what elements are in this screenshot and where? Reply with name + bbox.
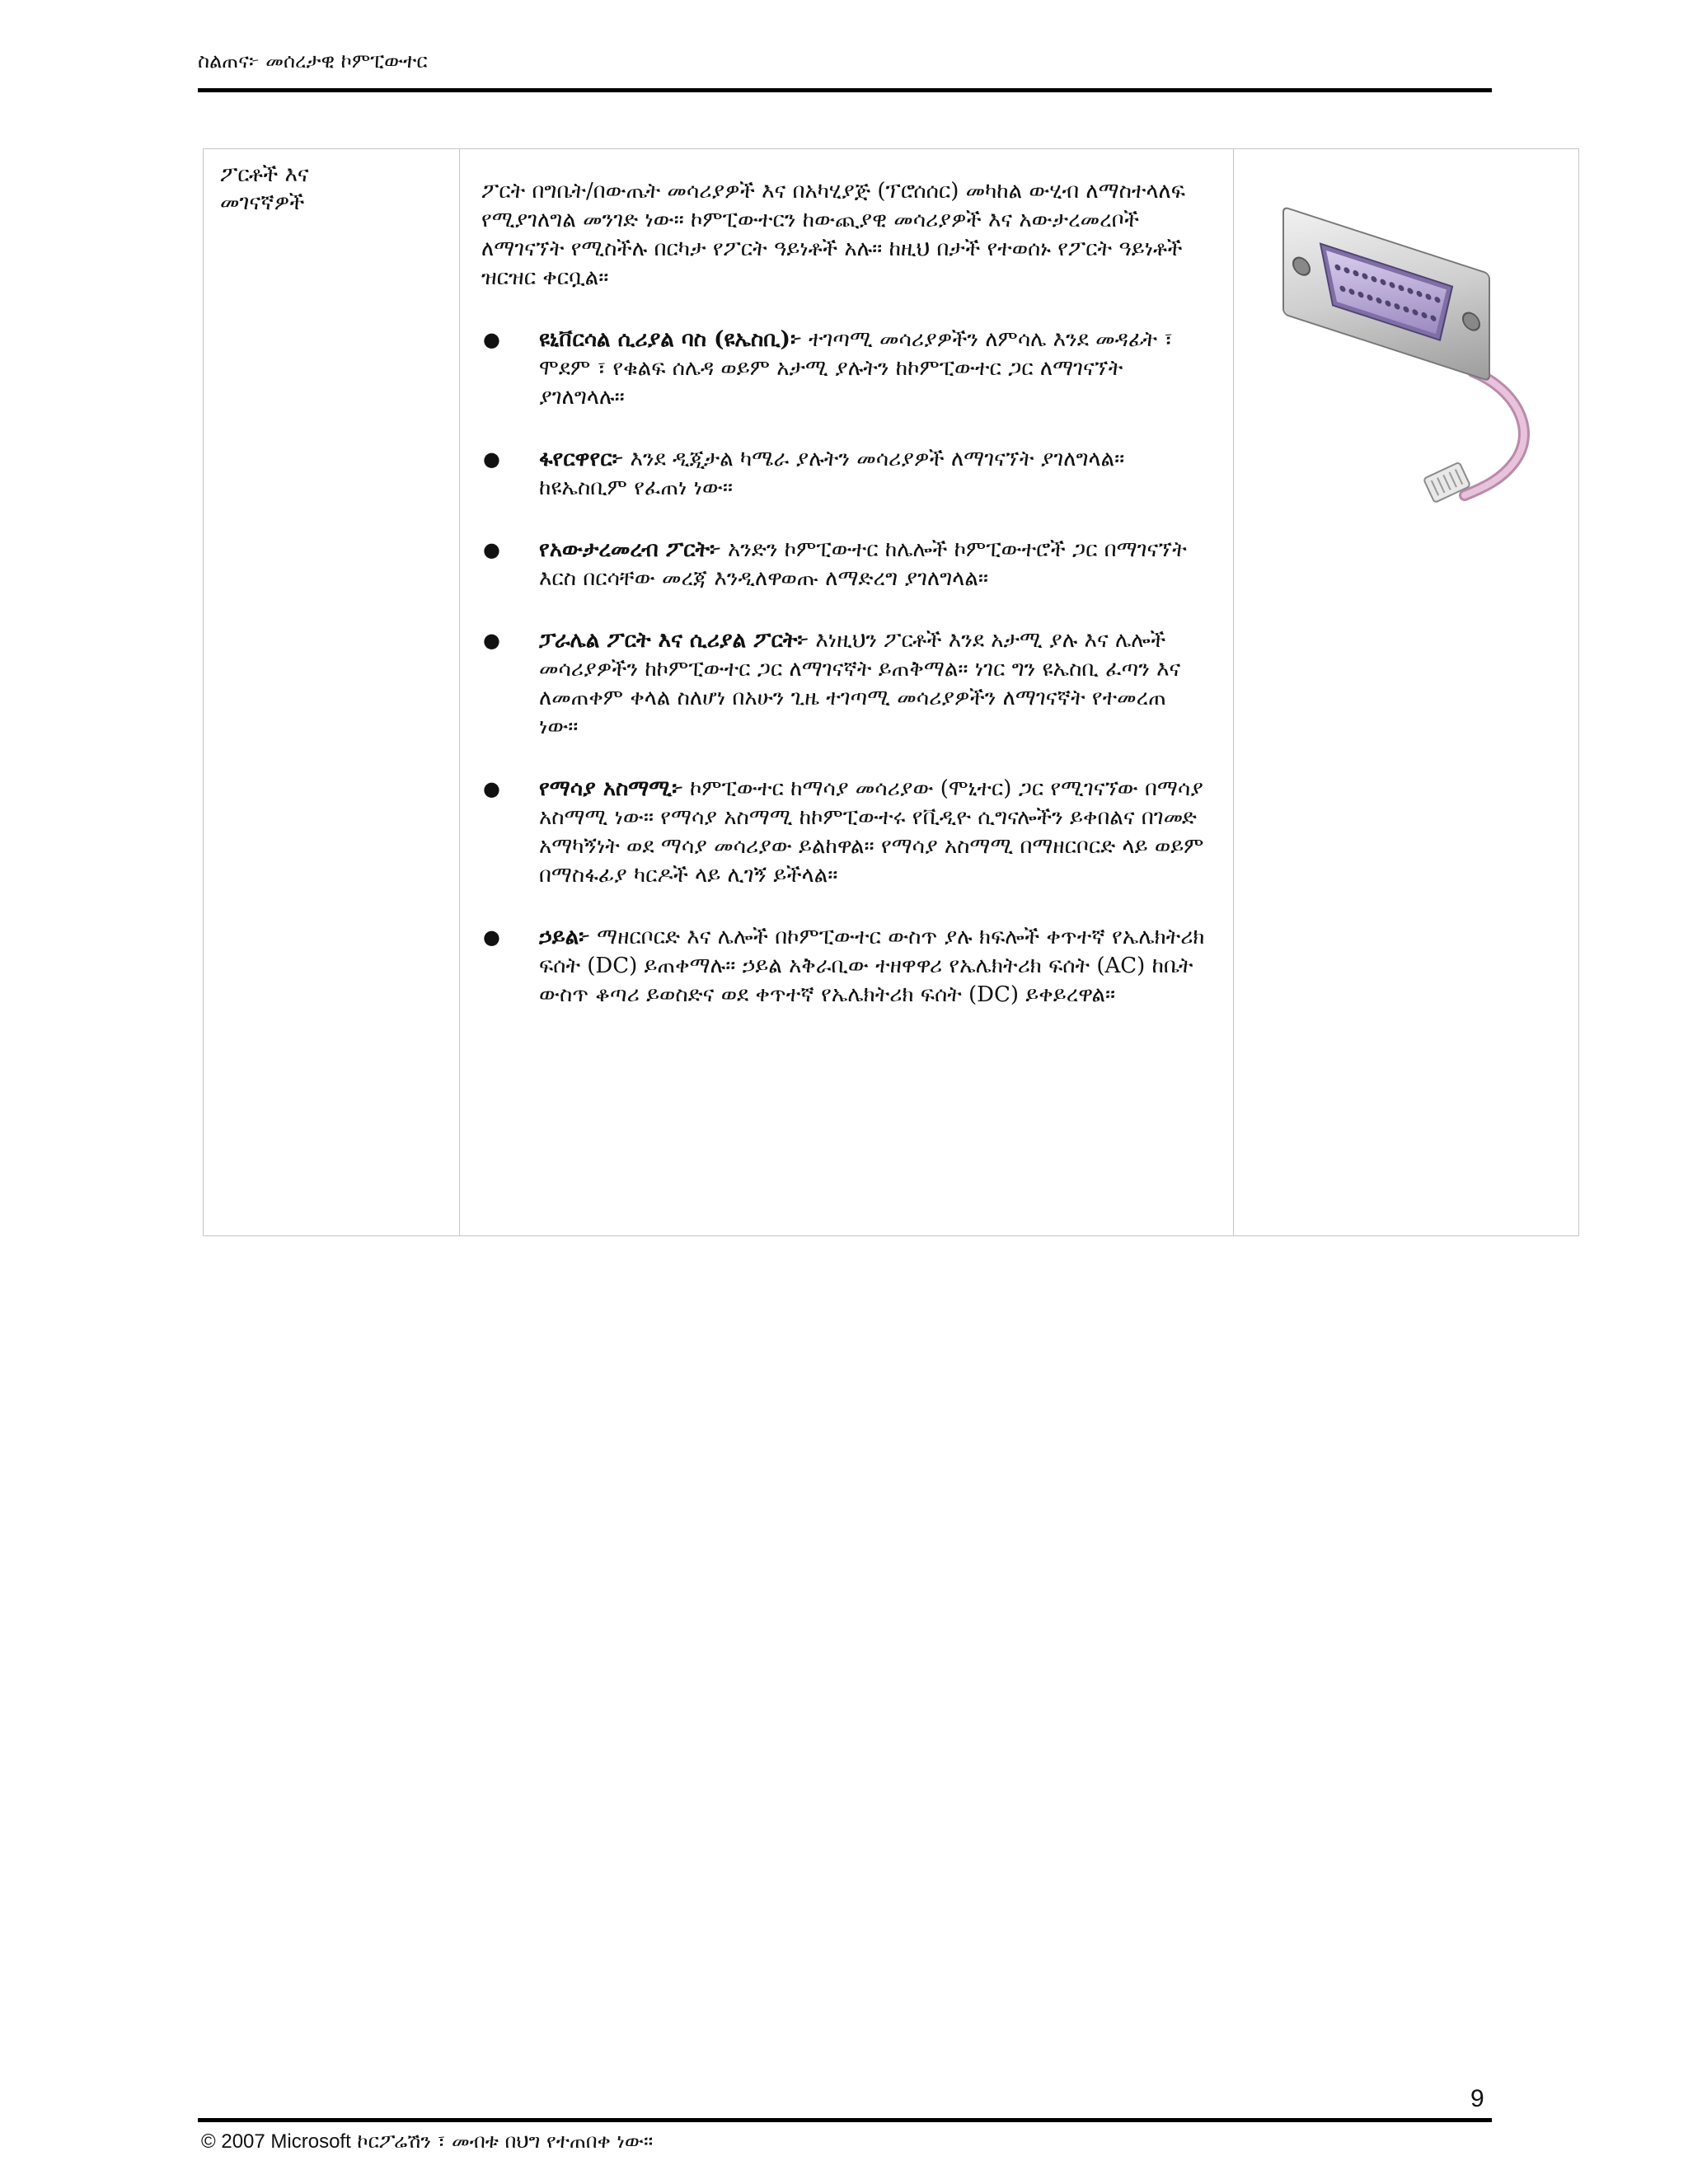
- intro-paragraph: ፖርት በግቤት/በውጤት መሳሪያዎች እና በአካሂያጅ (ፕሮሰሰር) መካከል ውሂብ ለማስተላለፍ የሚያገለግል መንገድ ነው። ኮምፒውተርን ከውጪያዊ መሳሪያዎች እና አውታረመረቦች ለማገናኘት የሚስችሉ በርካታ የፖርት ዓይነቶች አሉ። ከዚህ በታች የተወሰኑ የፖርት ዓይነቶች ዝርዝር ቀርቧል።: [481, 179, 1185, 290]
- list-item: [483, 775, 1212, 890]
- item-description: እነዚህን ፖርቶች እንደ አታሚ ያሉ እና ሌሎች መሳሪያዎችን ከኮምፒውተር ጋር ለማገናኛት ይጠቅማል። ነገር ግን ዩኤስቢ ፈጣን እና ለመጠቀም ቀላል ስለሆነ በአሁን ጊዜ ተገጣሚ መሳሪያዎችን ለማገናኛት የተመረጠ ነው።: [539, 628, 1181, 739]
- bullet-icon: ●: [483, 629, 500, 652]
- bullet-icon: ●: [483, 777, 500, 800]
- item-description: ተገጣሚ መሳሪያዎችን ለምሳሌ እንደ መዳፊት ፣ ሞደም ፣ የቁልፍ ሰሌዳ ወይም አታሚ ያሉትን ከኮምፒውተር ጋር ለማገናኘት ያገለግላሉ።: [539, 327, 1173, 410]
- item-description: ማዘርቦርድ እና ሌሎች በኮምፒውተር ውስጥ ያሉ ክፍሎች ቀጥተኛ የኤሌክትሪክ ፍሰት (DC) ይጠቀማሉ። ኃይል አቅራቢው ተዘዋዋሪ የኤሌክትሪክ ፍሰት (AC) ከቤት ውስጥ ቆጣሪ ይወስድና ወደ ቀጥተኛ የኤሌክትሪክ ፍሰት (DC) ይቀይረዋል።: [539, 925, 1205, 1007]
- item-description: እንደ ዲጂታል ካሜራ ያሉትን መሳሪያዎች ለማገናኘት ያገለግላል። ከዩኤስቢም የፈጠነ ነው።: [539, 447, 1125, 500]
- item-description: ኮምፒውተር ከማሳያ መሳሪያው (ሞኒተር) ጋር የሚገናኘው በማሳያ አስማሚ ነው። የማሳያ አስማሚ ከኮምፒውተሩ የቪዲዮ ሲግናሎችን ይቀበልና በገመድ አማካኝነት ወደ ማሳያ መሳሪያው ይልከዋል። የማሳያ አስማሚ በማዘርቦርድ ላይ ወይም በማስፋፊያ ካርዶች ላይ ሊገኝ ይችላል።: [539, 776, 1204, 888]
- list-item: [483, 326, 1212, 412]
- list-item: [483, 626, 1212, 742]
- ports-table: [203, 148, 1579, 1236]
- item-term: የማሳያ አስማሚ፦: [539, 776, 683, 801]
- item-term: ኃይል፦: [539, 925, 590, 949]
- list-item: [483, 923, 1212, 1010]
- list-item: [483, 536, 1212, 593]
- item-term: ዩኒቨርሳል ሲሪያል ባስ (ዩኤስቢ)፦: [539, 327, 802, 352]
- item-term: የአውታረመረብ ፖርት፦: [539, 537, 721, 562]
- list-item: [483, 445, 1212, 503]
- copyright-english: © 2007 Microsoft: [201, 2130, 351, 2153]
- body-cell: [460, 149, 1234, 1236]
- item-term: ፓራሌል ፖርት እና ሲሪያል ፖርት፦: [539, 628, 809, 653]
- port-list: [481, 326, 1212, 1010]
- footer-rule: [198, 2118, 1492, 2122]
- bullet-icon: ●: [483, 448, 500, 471]
- page-number: 9: [1470, 2085, 1484, 2112]
- table-row: [204, 149, 1579, 1236]
- page-header-title: ስልጠና፦ መሰረታዊ ኮምፒውተር: [198, 49, 428, 73]
- bullet-icon: ●: [483, 926, 500, 949]
- label-cell: [204, 149, 460, 1236]
- image-cell: [1234, 149, 1579, 1236]
- footer-copyright: [201, 2130, 653, 2154]
- row-label: ፖርቶች እና መገናኛዎች: [220, 162, 309, 215]
- item-term: ፋየርዋየር፦: [539, 447, 624, 471]
- header-rule: [198, 88, 1492, 92]
- db25-port-connector-icon: [1267, 182, 1564, 528]
- bullet-icon: ●: [483, 328, 500, 351]
- item-description: አንድን ኮምፒውተር ከሌሎች ኮምፒውተሮች ጋር በማገናኘት እርስ በርሳቸው መረጃ እንዲለዋወጡ ለማድረግ ያገለግላል።: [539, 537, 1187, 591]
- bullet-icon: ●: [483, 538, 500, 561]
- copyright-amharic: ኮርፖሬሽን ፣ መብቱ በህግ የተጠበቀ ነው።: [350, 2130, 654, 2153]
